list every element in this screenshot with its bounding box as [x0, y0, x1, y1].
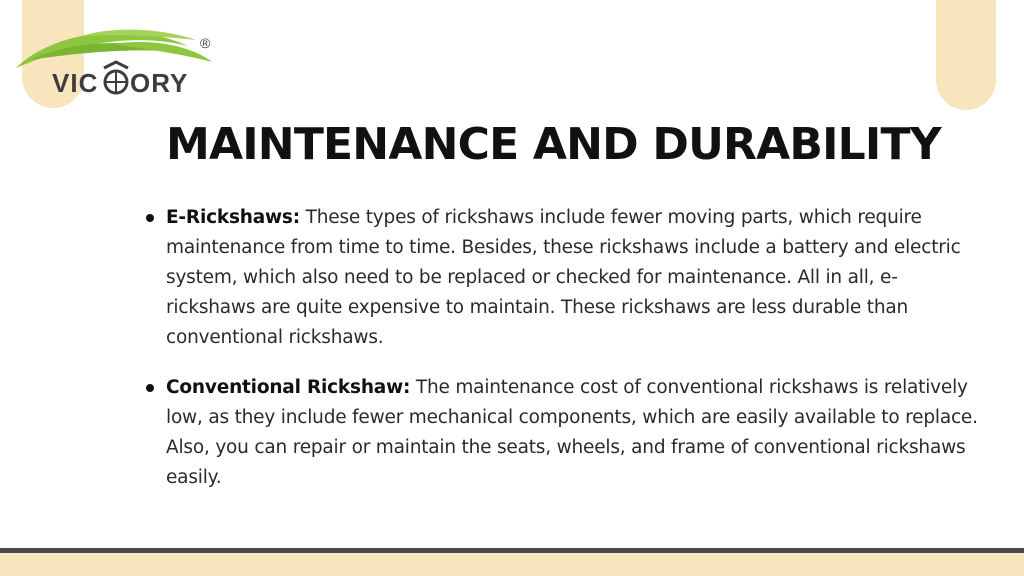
decorative-tab-right	[936, 0, 996, 110]
victory-logo-graphic	[12, 22, 224, 102]
footer-band	[0, 553, 1024, 576]
slide-title: MAINTENANCE AND DURABILITY	[166, 119, 941, 170]
bullet-term: Conventional Rickshaw:	[166, 377, 411, 398]
bullet-list	[166, 203, 986, 493]
bullet-dot-icon	[146, 214, 154, 222]
bullet-item-e-rickshaws	[166, 203, 986, 353]
victory-logo	[12, 22, 224, 102]
svg-text:VIC: VIC	[52, 68, 99, 98]
bullet-dot-icon	[146, 384, 154, 392]
bullet-item-conventional-rickshaw	[166, 373, 986, 493]
bullet-text: The maintenance cost of conventional rickshaws is relatively low, as they include fewer mechanical components, which are easily available to replace. Also, you can repair or maintain the seats, wheels, and frame of conventional rickshaws easily.	[166, 377, 978, 488]
svg-text:ORY: ORY	[130, 68, 189, 98]
bullet-term: E-Rickshaws:	[166, 207, 300, 228]
bullet-text: These types of rickshaws include fewer moving parts, which require maintenance from time to time. Besides, these rickshaws include a battery and electric system, which also need to be replaced or checked for maintenance. All in all, e-rickshaws are quite expensive to maintain. These rickshaws are less durable than conventional rickshaws.	[166, 207, 961, 348]
registered-mark: ®	[200, 35, 211, 51]
